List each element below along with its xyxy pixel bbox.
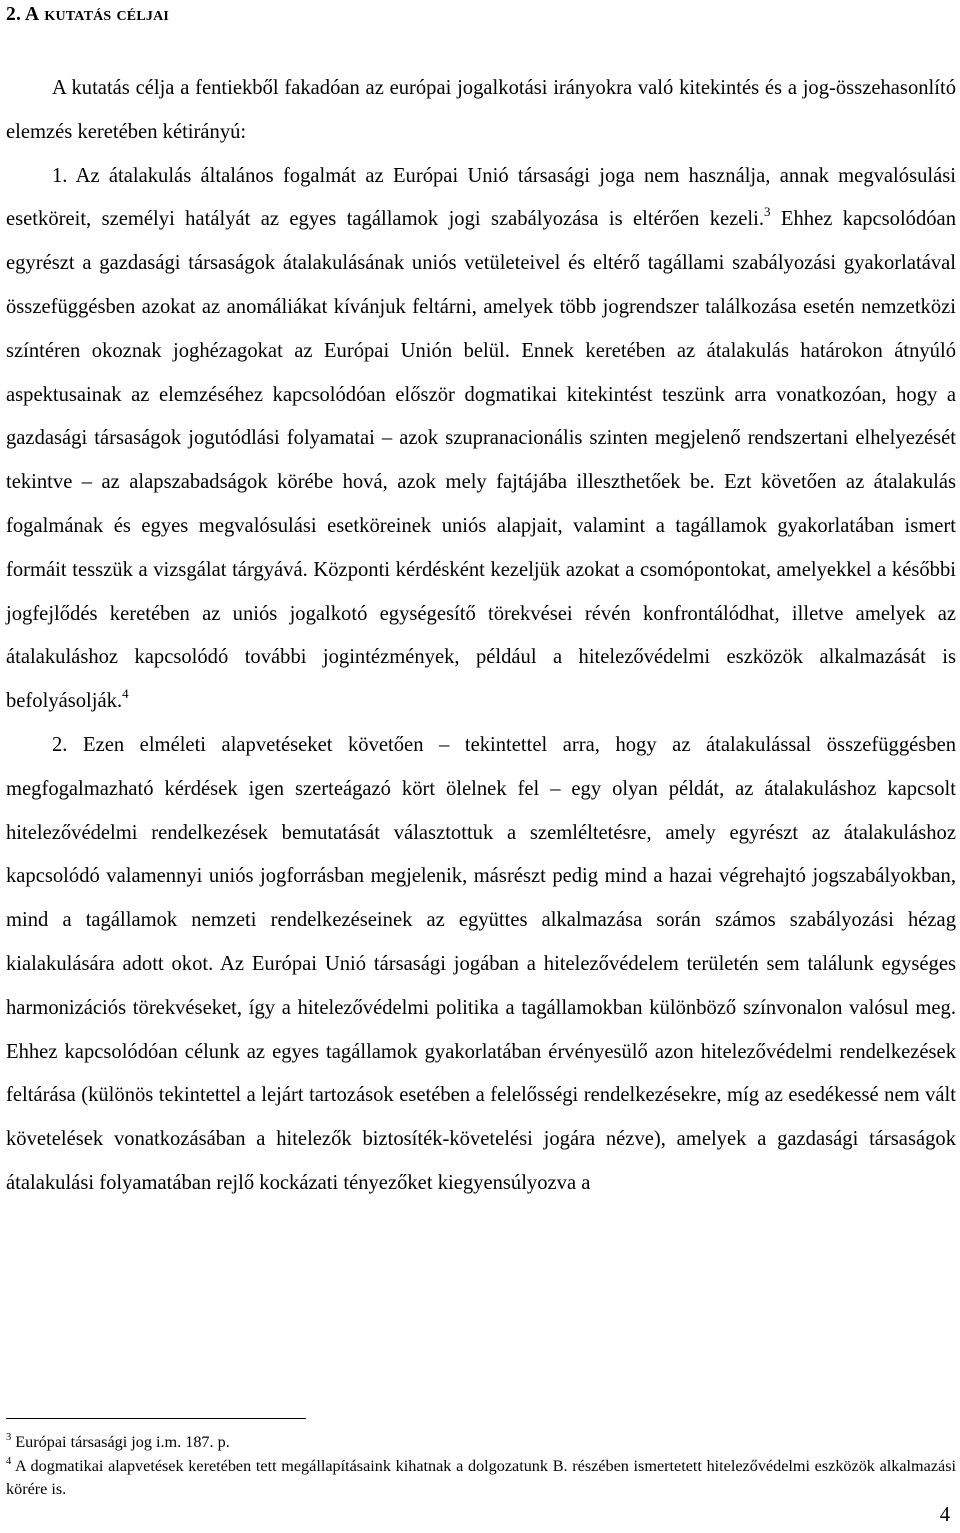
paragraph-aim-1-start: 1. Az átalakulás általános fogalmát az Európai Unió társasági joga nem használja, annak megvalósulási esetköreit, személyi hatályát az egyes tagállamok jogi szabályozása is eltérően kezeli. bbox=[6, 164, 956, 231]
footnote-text: A dogmatikai alapvetések keretében tett megállapításaink kihatnak a dolgozatunk B. részében ismertetett hitelezővédelmi eszközök alkalmazási körére is. bbox=[6, 1456, 956, 1498]
page-number: 4 bbox=[939, 1504, 950, 1526]
section-heading bbox=[6, 4, 169, 26]
paragraph-aim-2: 2. Ezen elméleti alapvetéseket követően – tekintettel arra, hogy az átalakulással összefüggésben megfogalmazható kérdések igen szerteágazó kört ölelnek fel – egy olyan példát, az átalakuláshoz kapcsolt hitelezővédelmi rendelkezések bemutatását választottuk a szemléltetésre, amely egyrészt az átalakuláshoz kapcsolódó valamennyi uniós jogforrásban megjelenik, másrészt pedig mind a hazai végrehajtó jogszabályokban, mind a tagállamok nemzeti rendelkezéseinek az együttes alkalmazása során számos szabályozási hézag kialakulására adott okot. Az Európai Unió társasági jogában a hitelezővédelem területén sem találunk egységes harmonizációs törekvéseket, így a hitelezővédelmi politika a tagállamokban különböző színvonalon valósul meg. Ehhez kapcsolódóan célunk az egyes tagállamok gyakorlatában érvényesülő azon hitelezővédelmi rendelkezések feltárása (különös tekintettel a lejárt tartozások esetében a felelősségi rendelkezésekre, míg az esedékessé nem vált követelések vonatkozásában a hitelezők biztosíték-követelési jogára nézve), amelyek a gazdasági társaságok átalakulási folyamatában rejlő kockázati tényezőket kiegyensúlyozva a bbox=[6, 733, 956, 1194]
footnote-number: 3 bbox=[6, 1432, 12, 1443]
section-title-rest: kutatás céljai bbox=[39, 4, 170, 25]
footnote-ref-4[interactable]: 4 bbox=[122, 686, 129, 702]
document-page bbox=[6, 0, 956, 1533]
footnote-number: 4 bbox=[6, 1455, 12, 1467]
footnote-text: Európai társasági jog i.m. 187. p. bbox=[11, 1433, 230, 1451]
body-text bbox=[6, 67, 956, 1206]
paragraph-aim-1-rest: Ehhez kapcsolódóan egyrészt a gazdasági társaságok átalakulásának uniós vetületeivel és eltérő tagállami szabályozási gyakorlatával összefüggésben azokat az anomáliákat kívánjuk feltárni, amelyek több jogrendszer találkozása esetén nemzetközi színtéren okoznak joghézagokat az Európai Unión belül. Ennek keretében az átalakulás határokon átnyúló aspektusainak az elemzéséhez kapcsolódóan először dogmatikai kitekintést teszünk arra vonatkozóan, hogy a gazdasági társaságok jogutódlási folyamatai – azok szupranacionális szinten megjelenő rendszertani elhelyezését tekintve – az alapszabadságok körébe hová, azok mely fajtájába illeszthetőek be. Ezt követően az átalakulás fogalmának és egyes megvalósulási esetköreinek uniós alapjait, valamint a tagállamok gyakorlatában ismert formáit tesszük a vizsgálat tárgyává. Központi kérdésként kezeljük azokat a csomópontokat, amelyekkel a későbbi jogfejlődés keretében az uniós jogalkotó egységesítő törekvései révén konfrontálódhat, illetve amelyek az átalakuláshoz kapcsolódó további jogintézmények, például a hitelezővédelmi eszközök alkalmazását is befolyásolják. bbox=[6, 208, 956, 713]
footnote-separator bbox=[6, 1418, 306, 1419]
paragraph-intro: A kutatás célja a fentiekből fakadóan az európai jogalkotási irányokra való kitekintés és a jog-összehasonlító elemzés keretében kétirányú: bbox=[6, 77, 956, 143]
footnotes bbox=[6, 1431, 956, 1502]
section-title-initial: A bbox=[25, 4, 40, 25]
paragraph-aim-1 bbox=[6, 155, 956, 724]
section-number: 2. bbox=[6, 4, 26, 25]
footnote-ref-3[interactable]: 3 bbox=[764, 204, 771, 220]
footnote-4 bbox=[6, 1455, 956, 1502]
footnote-3 bbox=[6, 1431, 956, 1455]
